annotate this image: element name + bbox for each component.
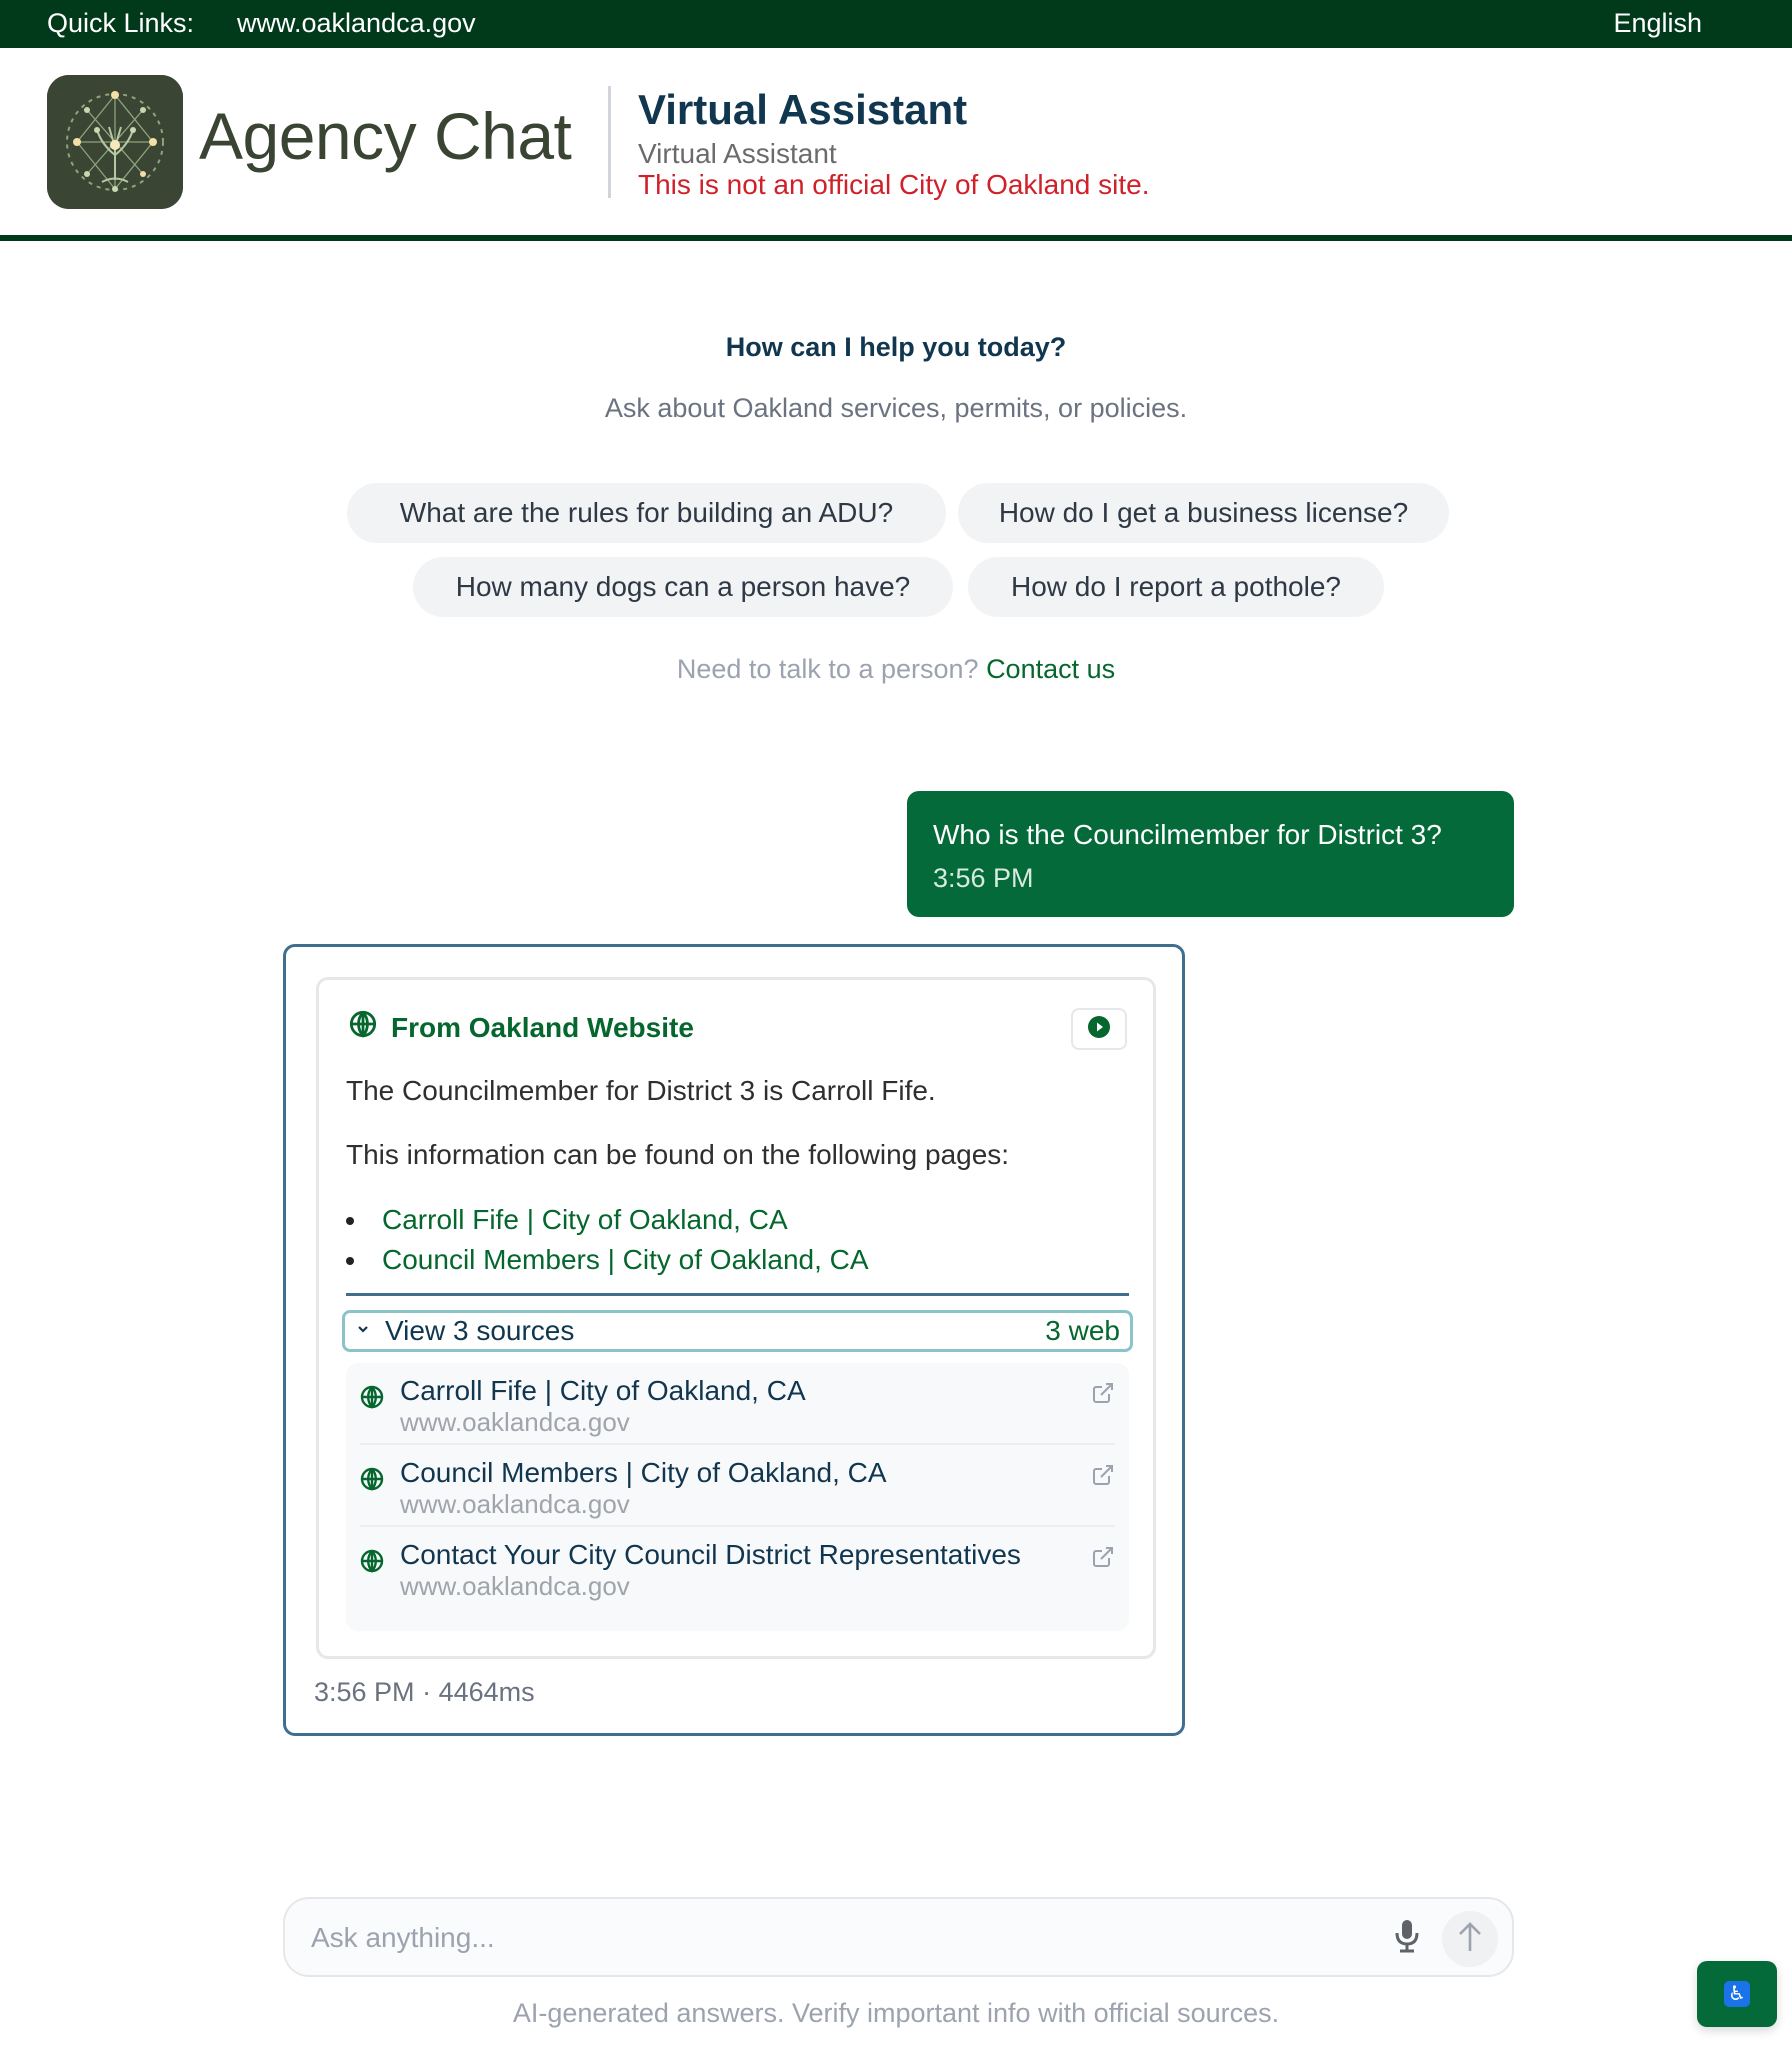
play-audio-button[interactable] [1071,1008,1127,1050]
source-domain: www.oaklandca.gov [400,1489,630,1519]
quick-links-bar [0,0,1792,48]
page-title: Virtual Assistant [638,86,968,133]
list-item [346,1240,869,1280]
list-item [346,1200,869,1240]
welcome-subtitle: Ask about Oakland services, permits, or policies. [604,393,1188,423]
globe-icon [360,1549,384,1578]
answer-source-header [349,1010,694,1045]
site-header [0,48,1792,241]
response-latency: · 4464ms [422,1677,535,1707]
ai-disclaimer: AI-generated answers. Verify important info with official sources. [512,1998,1280,2028]
source-title: Carroll Fife | City of Oakland, CA [400,1375,806,1406]
globe-icon [349,1010,377,1045]
language-selector[interactable]: English [1613,8,1702,38]
source-item[interactable] [360,1527,1115,1609]
assistant-message [283,944,1185,1736]
chat-input[interactable] [311,1917,1371,1959]
header-divider [608,86,611,198]
sources-count-badge: 3 web [1045,1315,1120,1346]
source-item[interactable] [360,1445,1115,1527]
chevron-down-icon [355,1321,371,1342]
globe-icon [360,1467,384,1496]
agency-chat-logo-icon [47,75,183,209]
page-link-council-members[interactable]: Council Members | City of Oakland, CA [382,1244,869,1275]
view-sources-label: View 3 sources [385,1315,575,1346]
quick-links-label: Quick Links: [47,8,195,38]
quick-link-oaklandca[interactable]: www.oaklandca.gov [237,8,476,38]
welcome-title: How can I help you today? [725,332,1067,362]
suggestion-chip-business-license[interactable]: How do I get a business license? [958,483,1449,543]
accessibility-button[interactable] [1697,1961,1777,2027]
microphone-button[interactable] [1385,1915,1429,1961]
pages-intro-text: This information can be found on the following pages: [346,1139,1010,1170]
globe-icon [360,1385,384,1414]
view-sources-toggle[interactable] [342,1310,1133,1352]
assistant-message-time: 3:56 PM [314,1677,415,1707]
arrow-up-icon [1457,1921,1483,1958]
suggestion-chip-adu[interactable]: What are the rules for building an ADU? [347,483,946,543]
play-icon [1087,1015,1111,1044]
source-domain: www.oaklandca.gov [400,1571,630,1601]
user-message-bubble [907,791,1514,917]
contact-us-link[interactable]: Contact us [986,654,1116,684]
unofficial-site-warning: This is not an official City of Oakland site. [638,169,1150,200]
source-domain: www.oaklandca.gov [400,1407,630,1437]
contact-prompt: Need to talk to a person? [676,654,979,684]
source-item[interactable] [360,1363,1115,1445]
microphone-icon [1394,1919,1420,1958]
chat-composer [283,1897,1514,1977]
assistant-message-meta [314,1677,535,1708]
answer-source-label: From Oakland Website [391,1011,694,1043]
wheelchair-icon: ♿ [1724,1981,1750,2007]
source-title: Contact Your City Council District Representatives [400,1539,1021,1570]
page-subtitle: Virtual Assistant [638,138,837,169]
send-button[interactable] [1442,1911,1498,1967]
suggestion-chip-dogs[interactable]: How many dogs can a person have? [413,557,953,617]
source-title: Council Members | City of Oakland, CA [400,1457,887,1488]
brand-name: Agency Chat [199,99,572,173]
user-message-time: 3:56 PM [933,863,1034,893]
suggestion-chip-pothole[interactable]: How do I report a pothole? [968,557,1384,617]
external-link-icon[interactable] [1091,1463,1115,1492]
external-link-icon[interactable] [1091,1545,1115,1574]
divider [346,1293,1129,1296]
assistant-answer-card [316,977,1156,1659]
page-link-carroll-fife[interactable]: Carroll Fife | City of Oakland, CA [382,1204,788,1235]
page-links-list [346,1200,869,1280]
contact-line [0,654,1792,685]
answer-text: The Councilmember for District 3 is Carroll Fife. [346,1075,936,1106]
external-link-icon[interactable] [1091,1381,1115,1410]
user-message-text: Who is the Councilmember for District 3? [933,819,1442,850]
sources-list [346,1363,1129,1631]
